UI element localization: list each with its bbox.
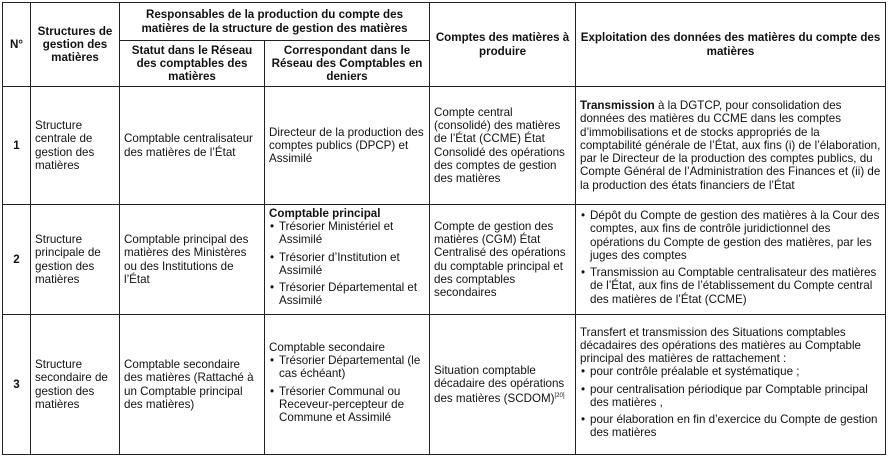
statut-cell: Comptable secondaire des matières (Rattaché à un Comptable principal des matières) <box>120 315 265 455</box>
statut-cell: Comptable centralisateur des matières de l’État <box>120 87 265 205</box>
header-statut: Statut dans le Réseau des comptables des matières <box>120 41 265 87</box>
exploitation-text: à la DGTCP, pour consolidation des données des matières du CCME dans les comptes d’immobilisations et de stocks appropriés de la comptabilité générale de l’État, aux fins (i) de l’élaboration, par le Directeur de la production des comptes publics, du Compte Général de l’Administration des Finances et (ii) de la production des états financiers de l’État <box>580 99 881 192</box>
structure-cell: Structure principale de gestion des matières <box>31 205 120 315</box>
comptes-cell: Compte central (consolidé) des matières de l’État (CCME) État Consolidé des opérations des comptes de gestion des matières <box>430 87 576 205</box>
structure-cell: Structure secondaire de gestion des matières <box>31 315 120 455</box>
row-number: 2 <box>3 205 31 315</box>
correspondant-cell <box>265 315 430 455</box>
structure-cell: Structure centrale de gestion des matières <box>31 87 120 205</box>
statut-cell: Comptable principal des matières des Ministères ou des Institutions de l’État <box>120 205 265 315</box>
list-item: • Trésorier Départemental et Assimilé <box>279 281 425 307</box>
comptes-text: Situation comptable décadaire des opérations des matières (SCDOM) <box>434 363 565 406</box>
header-comptes: Comptes des matières à produire <box>430 3 576 87</box>
correspondant-cell <box>265 205 430 315</box>
list-item: • pour élaboration en fin d’exercice du Compte de gestion des matières <box>590 413 881 439</box>
correspondant-list <box>269 354 425 424</box>
exploitation-list <box>580 209 881 305</box>
exploitation-list <box>580 365 881 439</box>
exploitation-intro: Transfert et transmission des Situations comptables décadaires des opérations des matières au Comptable principal des matières de rattachement : <box>580 325 862 366</box>
list-item: • Dépôt du Compte de gestion des matières à la Cour des comptes, aux fins de contrôle juridictionnel des opérations du Compte de gestion des matières, par les juges des comptes <box>590 209 881 262</box>
table-row <box>3 87 886 205</box>
list-item: • Trésorier d’Institution et Assimilé <box>279 251 425 277</box>
list-item: • pour centralisation périodique par Comptable principal des matières , <box>590 383 881 409</box>
exploitation-cell <box>576 205 886 315</box>
comptes-cell <box>430 315 576 455</box>
header-structures: Structures de gestion des matières <box>31 3 120 87</box>
header-correspondant: Correspondant dans le Réseau des Comptables en deniers <box>265 41 430 87</box>
row-number: 3 <box>3 315 31 455</box>
correspondant-list <box>269 220 425 307</box>
header-exploitation: Exploitation des données des matières du compte des matières <box>576 3 886 87</box>
comptes-cell: Compte de gestion des matières (CGM) État Centralisé des opérations du comptable principal et des comptables secondaires <box>430 205 576 315</box>
exploitation-cell <box>576 315 886 455</box>
list-item: • Trésorier Communal ou Receveur-percepteur de Commune et Assimilé <box>279 385 425 425</box>
correspondant-cell: Directeur de la production des comptes publics (DPCP) et Assimilé <box>265 87 430 205</box>
correspondant-title: Comptable secondaire <box>269 340 386 354</box>
correspondant-title: Comptable principal <box>269 207 381 220</box>
list-item: • pour contrôle préalable et systématique ; <box>590 365 881 378</box>
exploitation-bold: Transmission <box>580 99 655 113</box>
row-number: 1 <box>3 87 31 205</box>
exploitation-cell <box>576 87 886 205</box>
table-row <box>3 205 886 315</box>
header-responsables: Responsables de la production du compte des matières de la structure de gestion des matières <box>120 3 430 41</box>
footnote-ref: [20] <box>554 393 565 400</box>
matieres-table <box>2 2 886 455</box>
list-item: • Trésorier Départemental (le cas échéant) <box>279 354 425 380</box>
list-item: • Transmission au Comptable centralisateur des matières de l’État, aux fins de l’établissement du Compte central des matières de l’État (CCME) <box>590 266 881 306</box>
header-no: N° <box>3 3 31 87</box>
table-row <box>3 315 886 455</box>
list-item: • Trésorier Ministériel et Assimilé <box>279 220 425 246</box>
